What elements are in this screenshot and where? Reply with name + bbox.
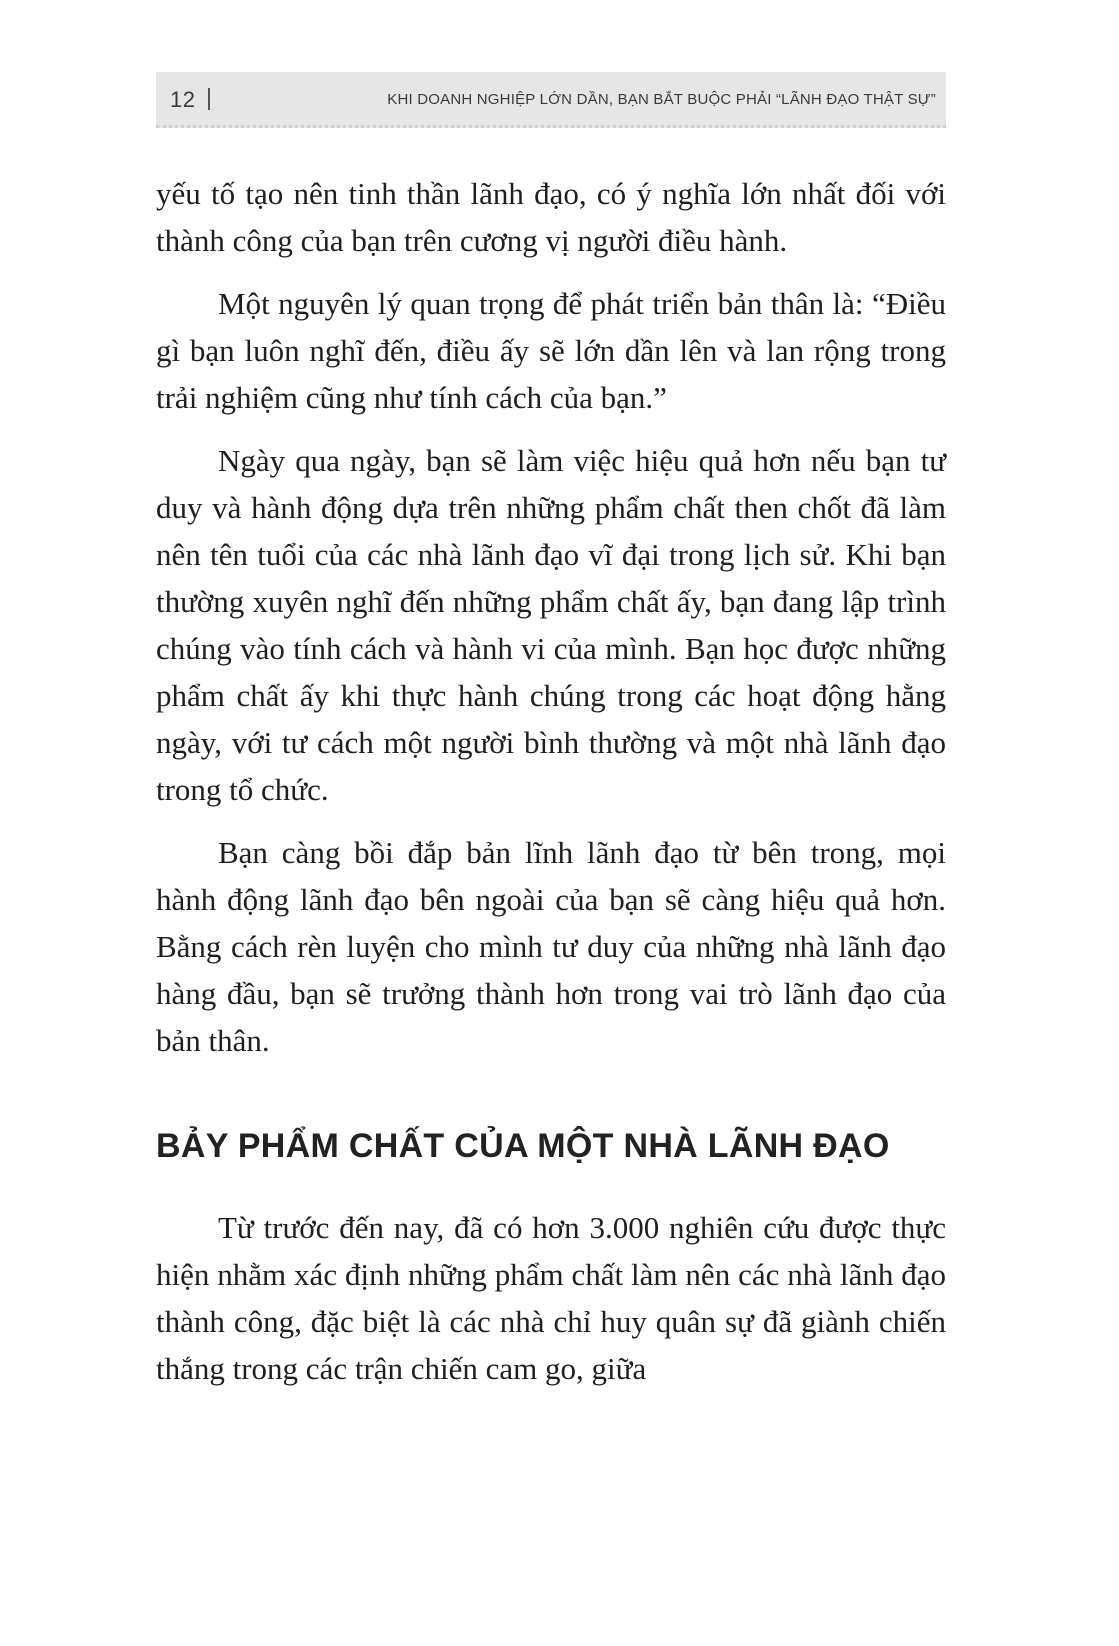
header-divider bbox=[208, 88, 210, 110]
page-number: 12 bbox=[170, 87, 196, 112]
page-body bbox=[156, 170, 946, 1408]
paragraph: Từ trước đến nay, đã có hơn 3.000 nghiên cứu được thực hiện nhằm xác định những phẩm chất làm nên các nhà lãnh đạo thành công, đặc biệt là các nhà chỉ huy quân sự đã giành chiến thắng trong các trận chiến cam go, giữa bbox=[156, 1210, 946, 1386]
paragraph-continued: yếu tố tạo nên tinh thần lãnh đạo, có ý nghĩa lớn nhất đối với thành công của bạn trên cương vị người điều hành. bbox=[156, 176, 946, 258]
running-title: KHI DOANH NGHIỆP LỚN DẦN, BẠN BẮT BUỘC PHẢI “LÃNH ĐẠO THẬT SỰ” bbox=[387, 91, 936, 108]
paragraph: Ngày qua ngày, bạn sẽ làm việc hiệu quả hơn nếu bạn tư duy và hành động dựa trên những phẩm chất then chốt đã làm nên tên tuổi của các nhà lãnh đạo vĩ đại trong lịch sử. Khi bạn thường xuyên nghĩ đến những phẩm chất ấy, bạn đang lập trình chúng vào tính cách và hành vi của mình. Bạn học được những phẩm chất ấy khi thực hành chúng trong các hoạt động hằng ngày, với tư cách một người bình thường và một nhà lãnh đạo trong tổ chức. bbox=[156, 443, 946, 807]
section-heading: BẢY PHẨM CHẤT CỦA MỘT NHÀ LÃNH ĐẠO bbox=[156, 1127, 890, 1165]
running-header bbox=[156, 72, 946, 128]
paragraph: Bạn càng bồi đắp bản lĩnh lãnh đạo từ bên trong, mọi hành động lãnh đạo bên ngoài của bạn sẽ càng hiệu quả hơn. Bằng cách rèn luyện cho mình tư duy của những nhà lãnh đạo hàng đầu, bạn sẽ trưởng thành hơn trong vai trò lãnh đạo của bản thân. bbox=[156, 835, 946, 1058]
paragraph: Một nguyên lý quan trọng để phát triển bản thân là: “Điều gì bạn luôn nghĩ đến, điều ấy sẽ lớn dần lên và lan rộng trong trải nghiệm cũng như tính cách của bạn.” bbox=[156, 286, 946, 415]
